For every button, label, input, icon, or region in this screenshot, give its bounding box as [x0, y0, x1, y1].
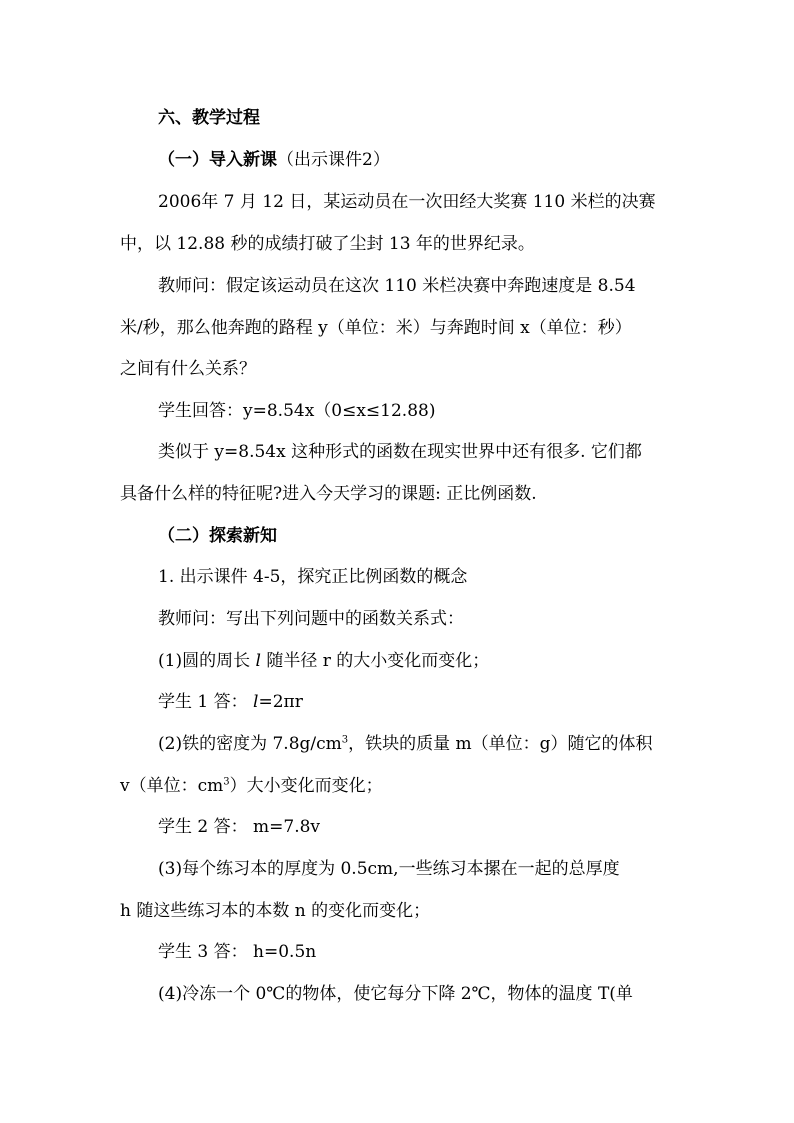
- answer-1-var: l: [253, 692, 259, 712]
- paragraph-4-line-1: 类似于 y=8.54x 这种形式的函数在现实世界中还有很多. 它们都: [158, 442, 642, 462]
- answer-3: 学生 3 答： h=0.5n: [158, 942, 317, 962]
- subsection-title-2: （二）探索新知: [158, 526, 277, 546]
- question-2-line-2-sup: 3: [223, 776, 230, 788]
- answer-2: 学生 2 答： m=7.8v: [158, 817, 321, 837]
- paragraph-4-line-2: 具备什么样的特征呢?进入今天学习的课题: 正比例函数.: [120, 484, 537, 504]
- subsection-title-1-bold: （一）导入新课: [158, 150, 277, 170]
- question-2-line-1-sup: 3: [341, 734, 349, 746]
- paragraph-1-line-2: 中，以 12.88 秒的成绩打破了尘封 13 年的世界纪录。: [120, 234, 535, 254]
- answer-1-pre: 学生 1 答：: [158, 692, 254, 712]
- question-1-var: l: [255, 651, 261, 671]
- question-2-line-1: [158, 732, 653, 756]
- question-4-line-1: (4)冷冻一个 0℃的物体，使它每分下降 2℃，物体的温度 T(单: [158, 984, 633, 1004]
- question-2-line-2: [120, 774, 383, 798]
- question-2-line-1-pre: (2)铁的密度为 7.8g/cm: [158, 734, 342, 754]
- paragraph-2-line-3: 之间有什么关系？: [120, 359, 256, 379]
- answer-1-post: =2πr: [258, 692, 303, 712]
- paragraph-3: 学生回答：y=8.54x（0≤x≤12.88): [158, 401, 436, 421]
- question-3-line-1: (3)每个练习本的厚度为 0.5cm,一些练习本摞在一起的总厚度: [158, 859, 620, 879]
- question-2-line-2-post: ）大小变化而变化；: [229, 776, 383, 796]
- question-3-line-2: h 随这些练习本的本数 n 的变化而变化；: [120, 901, 431, 921]
- question-1-post: 随半径 r 的大小变化而变化；: [260, 651, 490, 671]
- question-2-line-2-pre: v（单位：cm: [120, 776, 224, 796]
- paragraph-6: 教师问：写出下列问题中的函数关系式：: [158, 609, 464, 629]
- paragraph-1-line-1: 2006年 7 月 12 日，某运动员在一次田经大奖赛 110 米栏的决赛: [158, 192, 656, 212]
- section-heading: 六、教学过程: [158, 108, 260, 128]
- paragraph-2-line-1: 教师问：假定该运动员在这次 110 米栏决赛中奔跑速度是 8.54: [158, 276, 636, 296]
- question-2-line-1-post: ，铁块的质量 m（单位：g）随它的体积: [348, 734, 653, 754]
- paragraph-5: 1. 出示课件 4-5，探究正比例函数的概念: [158, 567, 468, 587]
- subsection-title-1: [158, 148, 390, 172]
- answer-1: [158, 690, 303, 714]
- subsection-title-1-rest: （出示课件2）: [277, 150, 390, 170]
- question-1-pre: (1)圆的周长: [158, 651, 256, 671]
- paragraph-2-line-2: 米/秒，那么他奔跑的路程 y（单位：米）与奔跑时间 x（单位：秒）: [120, 318, 632, 338]
- question-1: [158, 649, 489, 673]
